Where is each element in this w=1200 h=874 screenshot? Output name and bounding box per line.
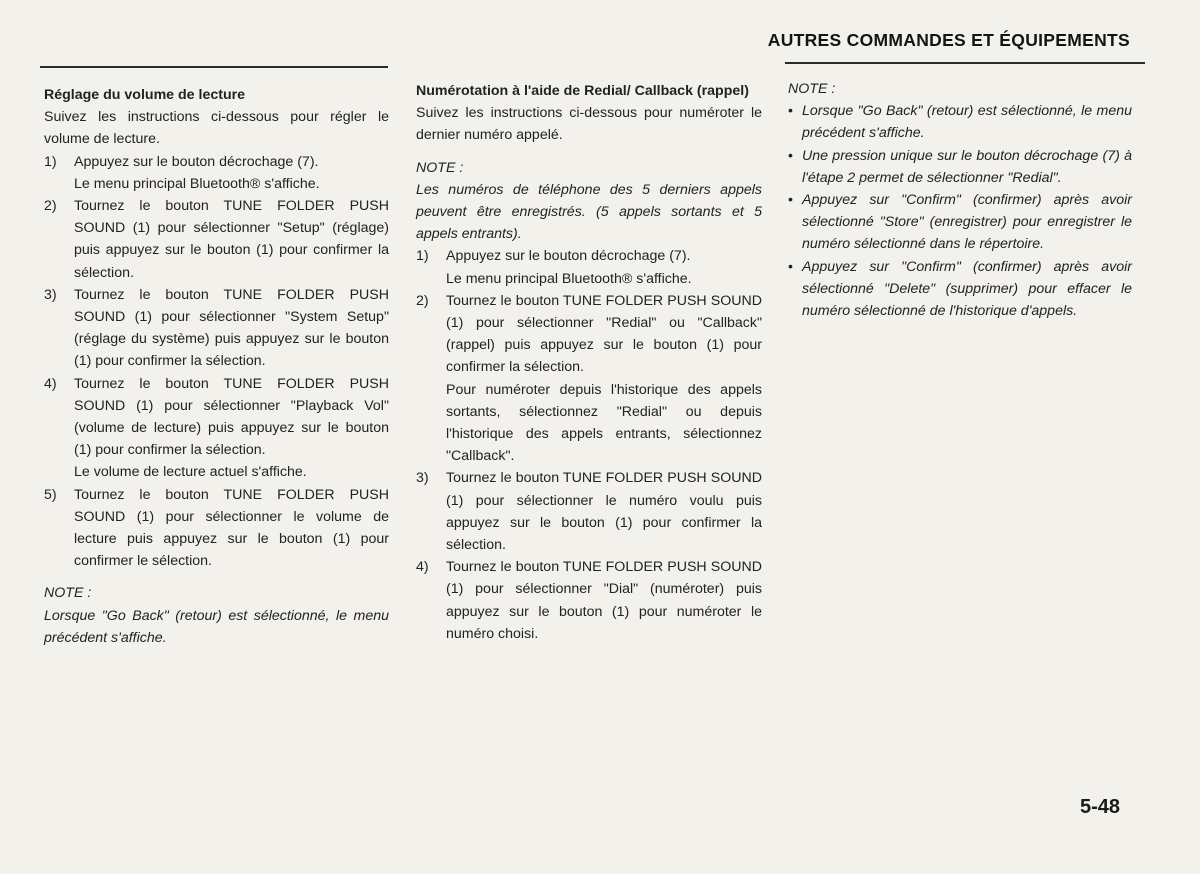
- step-item: [44, 484, 389, 573]
- bullet-icon: •: [788, 258, 793, 275]
- intro-text: Suivez les instructions ci-dessous pour numéroter le dernier numéro appelé.: [416, 105, 762, 144]
- intro-text: Suivez les instructions ci-dessous pour régler le volume de lecture.: [44, 109, 389, 148]
- bullet-text: Appuyez sur "Confirm" (confirmer) après avoir sélectionné "Store" (enregistrer) pour enregistrer le numéro sélectionné dans le répertoire.: [802, 192, 1132, 253]
- note-bullet: [788, 189, 1132, 256]
- bullet-text: Appuyez sur "Confirm" (confirmer) après avoir sélectionné "Delete" (supprimer) pour effacer le numéro sélectionné de l'historique d'appels.: [802, 258, 1132, 320]
- step-item: [416, 245, 762, 267]
- section-heading: Numérotation à l'aide de Redial/ Callback (rappel): [416, 83, 749, 99]
- bullet-text: Lorsque "Go Back" (retour) est sélectionné, le menu précédent s'affiche.: [802, 103, 1132, 142]
- header-rule-right: [785, 62, 1145, 64]
- step-item: [44, 373, 389, 462]
- header-rule-left: [40, 66, 388, 68]
- note-heading: NOTE :: [416, 159, 464, 176]
- step-item: [44, 151, 389, 173]
- note-bullet: [788, 145, 1132, 189]
- step-number: 4): [416, 559, 429, 576]
- step-text: Tournez le bouton TUNE FOLDER PUSH SOUND (1) pour sélectionner le numéro voulu puis appuyez sur le bouton (1) pour confirmer la sélection.: [446, 470, 762, 554]
- column-redial-callback: [416, 80, 762, 645]
- step-text: Tournez le bouton TUNE FOLDER PUSH SOUND (1) pour sélectionner "Setup" (réglage) puis appuyez sur le bouton (1) pour confirmer la sélection.: [74, 198, 389, 281]
- step-text: Tournez le bouton TUNE FOLDER PUSH SOUND (1) pour sélectionner "Dial" (numéroter) puis appuyez sur le bouton (1) pour numéroter le numéro choisi.: [446, 559, 762, 642]
- step-text: Tournez le bouton TUNE FOLDER PUSH SOUND (1) pour sélectionner "System Setup" (réglage du système) puis appuyez sur le bouton (1) pour confirmer la sélection.: [74, 286, 389, 370]
- bullet-icon: •: [788, 192, 793, 209]
- step-number: 5): [44, 486, 57, 503]
- column-playback-volume: [44, 84, 389, 649]
- step-text: Tournez le bouton TUNE FOLDER PUSH SOUND (1) pour sélectionner le volume de lecture puis appuyez sur le bouton (1) pour confirmer le sélection.: [74, 486, 389, 570]
- step-subtext: Pour numéroter depuis l'historique des appels sortants, sélectionnez "Redial" ou depuis l'historique des appels entrants, sélectionnez "Callback".: [446, 381, 762, 465]
- section-title: AUTRES COMMANDES ET ÉQUIPEMENTS: [767, 30, 1130, 50]
- column-notes: [788, 78, 1132, 322]
- step-text: Appuyez sur le bouton décrochage (7).: [446, 248, 691, 265]
- note-bullet: [788, 256, 1132, 323]
- step-number: 2): [44, 198, 57, 215]
- step-item: [416, 290, 762, 379]
- step-number: 1): [416, 248, 429, 265]
- step-item: [416, 467, 762, 556]
- bullet-icon: •: [788, 147, 793, 164]
- note-text: Les numéros de téléphone des 5 derniers appels peuvent être enregistrés. (5 appels sortants et 5 appels entrants).: [416, 181, 762, 243]
- step-subtext: Le menu principal Bluetooth® s'affiche.: [446, 270, 692, 287]
- bullet-icon: •: [788, 103, 793, 120]
- step-number: 3): [416, 470, 429, 487]
- note-text: Lorsque "Go Back" (retour) est sélectionné, le menu précédent s'affiche.: [44, 607, 389, 646]
- step-text: Tournez le bouton TUNE FOLDER PUSH SOUND (1) pour sélectionner "Redial" ou "Callback" (rappel) puis appuyez sur le bouton (1) pour confirmer la sélection.: [446, 292, 762, 376]
- step-item: [44, 195, 389, 284]
- section-heading: Réglage du volume de lecture: [44, 87, 246, 103]
- note-heading: NOTE :: [788, 81, 836, 97]
- step-number: 4): [44, 375, 57, 392]
- step-item: [44, 284, 389, 373]
- step-text: Tournez le bouton TUNE FOLDER PUSH SOUND (1) pour sélectionner "Playback Vol" (volume de lecture) puis appuyez sur le bouton (1) pour confirmer la sélection.: [74, 375, 389, 459]
- note-heading: NOTE :: [44, 585, 92, 602]
- step-number: 2): [416, 292, 429, 309]
- page-number: 5-48: [1080, 796, 1121, 818]
- note-bullet: [788, 100, 1132, 144]
- step-number: 1): [44, 153, 57, 170]
- bullet-text: Une pression unique sur le bouton décrochage (7) à l'étape 2 permet de sélectionner "Redial".: [802, 147, 1132, 186]
- step-subtext: Le volume de lecture actuel s'affiche.: [74, 464, 307, 481]
- step-number: 3): [44, 286, 57, 303]
- step-item: [416, 556, 762, 645]
- step-subtext: Le menu principal Bluetooth® s'affiche.: [74, 175, 320, 192]
- step-text: Appuyez sur le bouton décrochage (7).: [74, 153, 319, 170]
